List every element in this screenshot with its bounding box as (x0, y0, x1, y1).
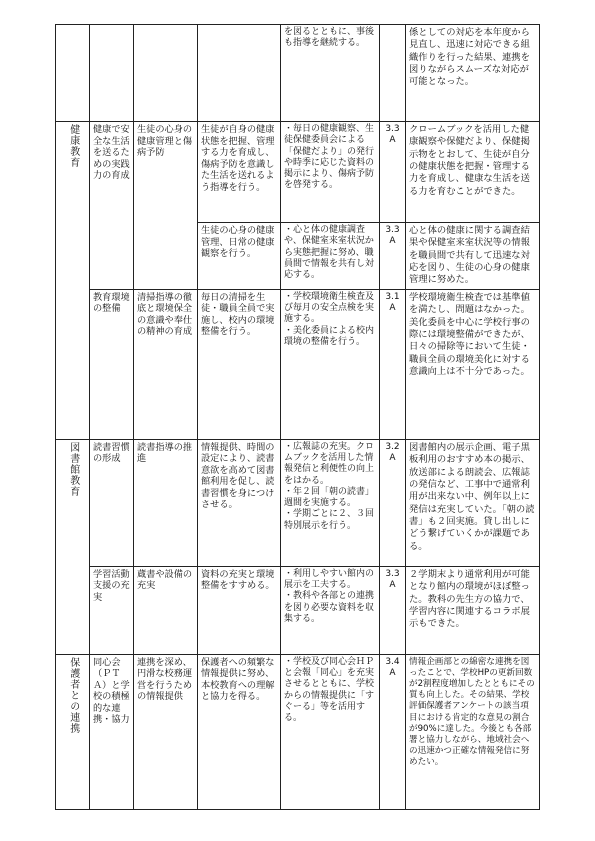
plan-item: ・広報誌の充実。クロムブックを活用した情報発信と利便性の向上をはかる。 (284, 441, 375, 486)
category-library (56, 439, 90, 654)
table-row (56, 289, 540, 439)
score-cell (380, 654, 406, 809)
focus-cell: 連携を深め、円滑な校務運営を行うための情報提供 (134, 654, 198, 809)
goal-cell: 読書習慣の形成 (90, 439, 134, 566)
goal-cell: 健康で安全な生活を送るための実践力の育成 (90, 122, 134, 290)
plan-cell: を図るとともに、事後も指導を継続する。 (281, 25, 380, 122)
plan-cell (281, 439, 380, 566)
plan-item: ・学校環境衛生検査及び毎月の安全点検を実施する。 (284, 291, 375, 325)
score-value: 3.3 (385, 124, 400, 134)
category-label: 保護者との連携 (67, 656, 79, 734)
category-label: 図書館教育 (67, 441, 79, 497)
table-row (56, 439, 540, 566)
grade-value: A (389, 580, 396, 591)
method-cell: 情報提供、時間の設定により、読書意欲を高めて図書館利用を促し、読書習慣を身につけさせる。 (198, 439, 281, 566)
category-label: 健康教育 (67, 124, 79, 168)
category-parents (56, 654, 90, 809)
focus-cell: 生徒の心身の健康管理と傷病予防 (134, 122, 198, 290)
grade-value: A (389, 453, 396, 464)
result-cell: 心と体の健康に関する調査結果や保健室来室状況等の情報を職員間で共有して迅速な対応を図り、生徒の心身の健康管理に努めた。 (406, 223, 540, 290)
result-cell: 情報企画部との綿密な連携を図ったことで、学校HPの更新回数が2割程度増加したとともにその質も向上した。その結果、学校評価保護者アンケートの該当項目における肯定的な意見の割合が90%に達した。今後とも各部署と協力しながら、地域社会への迅速かつ正確な情報発信に努めたい。 (406, 654, 540, 809)
score-cell (380, 122, 406, 223)
score-cell (380, 25, 406, 122)
score-value: 3.4 (385, 656, 400, 667)
category-cell (56, 25, 90, 122)
plan-cell: ・学校及び同心会ＨＰと会報「同心」を充実させるとともに、学校からの情報提供に「すぐーる」等を活用する。 (281, 654, 380, 809)
plan-item: ・学期ごとに２、３回特別展示を行う。 (284, 509, 375, 531)
score-value: 3.3 (385, 225, 400, 235)
table-row (56, 566, 540, 654)
method-cell (198, 25, 281, 122)
category-health (56, 122, 90, 440)
evaluation-table (55, 24, 540, 810)
table-row (56, 122, 540, 223)
goal-cell: 同心会（ＰＴＡ）と学校の積極的な連携・協力 (90, 654, 134, 809)
score-value: 3.1 (385, 291, 400, 302)
result-cell: 図書館内の展示企画、電子黒板利用のおすすめ本の掲示、放送部による朗読会、広報誌の発信など、工事中で通常利用が出来ない中、例年以上に発信は充実していた。「朝の読書」も２回実施。貸し出しにどう繋げていくかが課題である。 (406, 439, 540, 566)
grade-value: A (389, 236, 396, 247)
goal-cell: 学習活動支援の充実 (90, 566, 134, 654)
method-cell: 毎日の清掃を生徒・職員全員で実施し、校内の環境整備を行う。 (198, 289, 281, 439)
plan-item: ・年２回「朝の読書」週間を実施する。 (284, 486, 375, 509)
score-value: 3.3 (385, 568, 400, 579)
plan-item: ・教科や各部との連携を図り必要な資料を収集する。 (284, 591, 375, 624)
grade-value: A (389, 668, 396, 679)
score-cell (380, 223, 406, 290)
focus-cell: 清掃指導の徹底と環境保全の意識や奉仕の精神の育成 (134, 289, 198, 439)
method-cell: 保護者への頻繁な情報提供に努め、本校教育への理解と協力を得る。 (198, 654, 281, 809)
plan-item: ・美化委員による校内環境の整備を行う。 (284, 325, 375, 347)
score-cell (380, 566, 406, 654)
method-cell: 生徒が自身の健康状態を把握、管理する力を育成し、傷病予防を意識した生活を送れるよう指導を行う。 (198, 122, 281, 223)
plan-cell: ・心と体の健康調査や、保健室来室状況から実態把握に努め、職員間で情報を共有し対応する。 (281, 223, 380, 290)
goal-cell: 教育環境の整備 (90, 289, 134, 439)
result-cell: 学校環境衛生検査では基準値を満たし、問題はなかった。美化委員を中心に学校行事の際には環境整備ができたが、日々の掃除等において生徒・職員全員の環境美化に対する意識向上は不十分であった。 (406, 289, 540, 439)
focus-cell: 蔵書や設備の充実 (134, 566, 198, 654)
plan-cell (281, 289, 380, 439)
plan-item: ・利用しやすい館内の展示を工夫する。 (284, 568, 375, 591)
focus-cell: 読書指導の推進 (134, 439, 198, 566)
goal-cell (90, 25, 134, 122)
method-cell: 生徒の心身の健康管理、日常の健康観察を行う。 (198, 223, 281, 290)
plan-cell: ・毎日の健康観察、生徒保健委員会による「保健だより」の発行や時季に応じた資料の掲示により、傷病予防を啓発する。 (281, 122, 380, 223)
result-cell: 係としての対応を本年度から見直し、迅速に対応できる組織作りを行った結果、連携を図りながらスムーズな対応が可能となった。 (406, 25, 540, 122)
plan-cell (281, 566, 380, 654)
method-cell: 資料の充実と環境整備をすすめる。 (198, 566, 281, 654)
score-cell (380, 289, 406, 439)
focus-cell (134, 25, 198, 122)
result-cell: クロームブックを活用した健康観察や保健だより、保健掲示物をとおして、生徒が自分の健康状態を把握・管理する力を育成し、健康な生活を送る力を育むことができた。 (406, 122, 540, 223)
result-cell: ２学期末より通常利用が可能となり館内の環境がほぼ整った。教科の先生方の協力で、学習内容に関連するコラボ展示もできた。 (406, 566, 540, 654)
score-cell (380, 439, 406, 566)
table-row (56, 25, 540, 122)
table-row (56, 654, 540, 809)
score-value: 3.2 (385, 441, 400, 452)
grade-value: A (389, 303, 396, 314)
grade-value: A (389, 135, 396, 146)
